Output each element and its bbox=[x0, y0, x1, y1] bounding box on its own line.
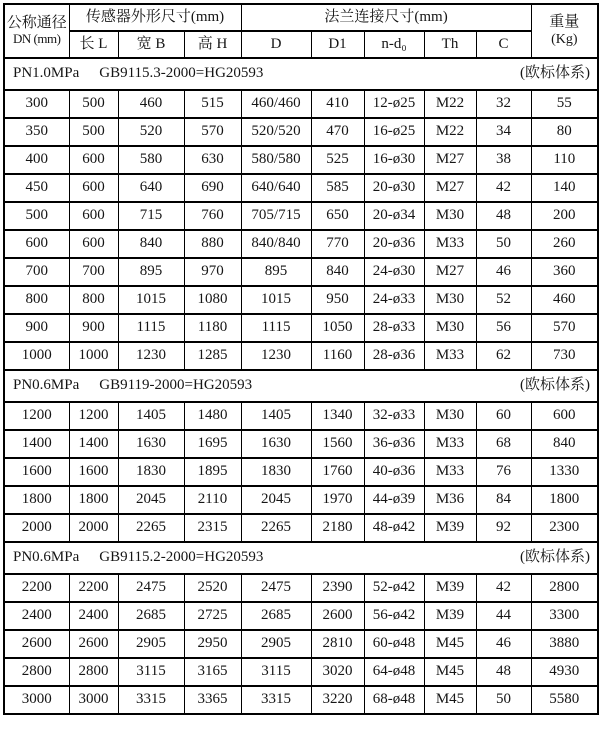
table-cell: 32-ø33 bbox=[364, 402, 424, 430]
table-row bbox=[4, 458, 598, 486]
table-row bbox=[4, 230, 598, 258]
table-cell: 1340 bbox=[311, 402, 364, 430]
table-cell: 2265 bbox=[118, 514, 184, 542]
table-cell: 1200 bbox=[69, 402, 118, 430]
table-cell: 640/640 bbox=[241, 174, 311, 202]
table-row bbox=[4, 202, 598, 230]
header-dn-unit: DN (mm) bbox=[13, 31, 61, 47]
table-cell: M45 bbox=[424, 686, 476, 714]
section-row bbox=[4, 542, 598, 574]
table-cell: 20-ø30 bbox=[364, 174, 424, 202]
table-cell: 3220 bbox=[311, 686, 364, 714]
section-cell bbox=[4, 542, 598, 574]
header-sub-col: C bbox=[476, 31, 531, 58]
table-cell: 880 bbox=[184, 230, 241, 258]
table-cell: 3315 bbox=[241, 686, 311, 714]
table-cell: 450 bbox=[4, 174, 69, 202]
table-cell: 500 bbox=[69, 118, 118, 146]
table-cell: 1230 bbox=[241, 342, 311, 370]
table-cell: 570 bbox=[184, 118, 241, 146]
table-cell: M27 bbox=[424, 258, 476, 286]
table-cell: 840 bbox=[118, 230, 184, 258]
header-row-groups bbox=[4, 4, 598, 31]
table-cell: M27 bbox=[424, 146, 476, 174]
table-cell: 1160 bbox=[311, 342, 364, 370]
table-cell: 1400 bbox=[69, 430, 118, 458]
table-cell: 715 bbox=[118, 202, 184, 230]
table-cell: 350 bbox=[4, 118, 69, 146]
table-cell: 1630 bbox=[241, 430, 311, 458]
table-row bbox=[4, 146, 598, 174]
table-cell: 515 bbox=[184, 90, 241, 118]
table-cell: 1560 bbox=[311, 430, 364, 458]
table-cell: 2600 bbox=[311, 602, 364, 630]
table-cell: 1480 bbox=[184, 402, 241, 430]
header-sub-col: D1 bbox=[311, 31, 364, 58]
table-cell: 580/580 bbox=[241, 146, 311, 174]
table-cell: 50 bbox=[476, 230, 531, 258]
table-cell: 800 bbox=[69, 286, 118, 314]
table-row bbox=[4, 630, 598, 658]
table-cell: 520 bbox=[118, 118, 184, 146]
table-cell: 42 bbox=[476, 174, 531, 202]
table-cell: 2950 bbox=[184, 630, 241, 658]
table-cell: 2905 bbox=[241, 630, 311, 658]
header-row-sub bbox=[4, 31, 598, 58]
table-cell: 1180 bbox=[184, 314, 241, 342]
header-dn-title: 公称通径 bbox=[6, 14, 67, 31]
table-cell: 840 bbox=[311, 258, 364, 286]
table-cell: 700 bbox=[4, 258, 69, 286]
table-cell: 2400 bbox=[4, 602, 69, 630]
table-cell: M27 bbox=[424, 174, 476, 202]
table-cell: 900 bbox=[69, 314, 118, 342]
table-cell: 500 bbox=[4, 202, 69, 230]
table-cell: 2600 bbox=[4, 630, 69, 658]
table-cell: 1080 bbox=[184, 286, 241, 314]
header-sub-col: D bbox=[241, 31, 311, 58]
table-cell: 650 bbox=[311, 202, 364, 230]
table-cell: 580 bbox=[118, 146, 184, 174]
table-cell: 2000 bbox=[4, 514, 69, 542]
table-row bbox=[4, 90, 598, 118]
table-row bbox=[4, 258, 598, 286]
table-cell: 640 bbox=[118, 174, 184, 202]
table-cell: 895 bbox=[241, 258, 311, 286]
table-cell: 700 bbox=[69, 258, 118, 286]
table-cell: 60-ø48 bbox=[364, 630, 424, 658]
table-cell: 2400 bbox=[69, 602, 118, 630]
table-cell: 2475 bbox=[118, 574, 184, 602]
table-cell: 20-ø34 bbox=[364, 202, 424, 230]
table-cell: 110 bbox=[531, 146, 598, 174]
table-cell: 32 bbox=[476, 90, 531, 118]
table-cell: 20-ø36 bbox=[364, 230, 424, 258]
header-sub-col: Th bbox=[424, 31, 476, 58]
table-row bbox=[4, 658, 598, 686]
table-cell: 470 bbox=[311, 118, 364, 146]
table-cell: 585 bbox=[311, 174, 364, 202]
table-cell: 600 bbox=[69, 174, 118, 202]
spec-table bbox=[3, 3, 599, 715]
section-pressure: PN1.0MPa bbox=[13, 65, 80, 82]
table-cell: 1830 bbox=[118, 458, 184, 486]
table-cell: 2180 bbox=[311, 514, 364, 542]
table-cell: M36 bbox=[424, 486, 476, 514]
table-cell: 2725 bbox=[184, 602, 241, 630]
header-sub-col: 宽 B bbox=[118, 31, 184, 58]
table-cell: 2905 bbox=[118, 630, 184, 658]
table-cell: 1115 bbox=[241, 314, 311, 342]
section-row bbox=[4, 370, 598, 402]
table-cell: 2685 bbox=[118, 602, 184, 630]
table-cell: 92 bbox=[476, 514, 531, 542]
table-cell: 895 bbox=[118, 258, 184, 286]
table-row bbox=[4, 514, 598, 542]
table-cell: 36-ø36 bbox=[364, 430, 424, 458]
table-cell: 1800 bbox=[4, 486, 69, 514]
table-cell: 2800 bbox=[4, 658, 69, 686]
table-cell: 3020 bbox=[311, 658, 364, 686]
table-cell: 3000 bbox=[69, 686, 118, 714]
table-cell: 705/715 bbox=[241, 202, 311, 230]
table-cell: 2685 bbox=[241, 602, 311, 630]
table-cell: M30 bbox=[424, 286, 476, 314]
table-cell: 630 bbox=[184, 146, 241, 174]
table-cell: 12-ø25 bbox=[364, 90, 424, 118]
table-cell: 4930 bbox=[531, 658, 598, 686]
header-dn bbox=[4, 4, 69, 58]
table-cell: 770 bbox=[311, 230, 364, 258]
table-cell: 1600 bbox=[69, 458, 118, 486]
table-cell: 1200 bbox=[4, 402, 69, 430]
table-cell: 2390 bbox=[311, 574, 364, 602]
table-cell: 460 bbox=[531, 286, 598, 314]
table-cell: 140 bbox=[531, 174, 598, 202]
table-cell: 64-ø48 bbox=[364, 658, 424, 686]
table-cell: 600 bbox=[4, 230, 69, 258]
table-cell: 44-ø39 bbox=[364, 486, 424, 514]
table-cell: 730 bbox=[531, 342, 598, 370]
table-cell: M45 bbox=[424, 630, 476, 658]
table-cell: 600 bbox=[531, 402, 598, 430]
section-standard: GB9119-2000=HG20593 bbox=[99, 377, 253, 394]
header-sub-col: 高 H bbox=[184, 31, 241, 58]
table-cell: 1830 bbox=[241, 458, 311, 486]
table-cell: 2300 bbox=[531, 514, 598, 542]
table-row bbox=[4, 118, 598, 146]
header-sub-col: n-d₀ bbox=[364, 31, 424, 58]
table-cell: 3000 bbox=[4, 686, 69, 714]
table-cell: 28-ø36 bbox=[364, 342, 424, 370]
table-cell: 600 bbox=[69, 230, 118, 258]
table-cell: 62 bbox=[476, 342, 531, 370]
table-cell: 950 bbox=[311, 286, 364, 314]
table-cell: M30 bbox=[424, 314, 476, 342]
table-cell: 600 bbox=[69, 146, 118, 174]
table-cell: M22 bbox=[424, 118, 476, 146]
table-cell: 2200 bbox=[69, 574, 118, 602]
table-cell: M33 bbox=[424, 430, 476, 458]
table-cell: 2810 bbox=[311, 630, 364, 658]
header-weight-unit: (Kg) bbox=[551, 31, 578, 47]
section-pressure: PN0.6MPa bbox=[13, 549, 80, 566]
table-cell: 44 bbox=[476, 602, 531, 630]
table-cell: 56 bbox=[476, 314, 531, 342]
table-cell: 1230 bbox=[118, 342, 184, 370]
table-cell: M39 bbox=[424, 574, 476, 602]
table-cell: 300 bbox=[4, 90, 69, 118]
table-cell: 360 bbox=[531, 258, 598, 286]
table-cell: 2200 bbox=[4, 574, 69, 602]
table-cell: 1000 bbox=[69, 342, 118, 370]
table-row bbox=[4, 686, 598, 714]
table-cell: 38 bbox=[476, 146, 531, 174]
table-cell: 840 bbox=[531, 430, 598, 458]
table-cell: 1405 bbox=[241, 402, 311, 430]
section-standard: GB9115.2-2000=HG20593 bbox=[99, 549, 264, 566]
section-cell bbox=[4, 58, 598, 90]
table-cell: 260 bbox=[531, 230, 598, 258]
table-cell: M30 bbox=[424, 202, 476, 230]
table-cell: 68 bbox=[476, 430, 531, 458]
table-cell: 46 bbox=[476, 258, 531, 286]
table-cell: 60 bbox=[476, 402, 531, 430]
table-cell: 1895 bbox=[184, 458, 241, 486]
table-row bbox=[4, 342, 598, 370]
table-cell: 3165 bbox=[184, 658, 241, 686]
table-cell: 2000 bbox=[69, 514, 118, 542]
table-cell: 3315 bbox=[118, 686, 184, 714]
table-cell: 1760 bbox=[311, 458, 364, 486]
table-cell: 48 bbox=[476, 202, 531, 230]
table-row bbox=[4, 174, 598, 202]
table-cell: 3115 bbox=[118, 658, 184, 686]
table-cell: 3300 bbox=[531, 602, 598, 630]
table-cell: 80 bbox=[531, 118, 598, 146]
table-cell: 52 bbox=[476, 286, 531, 314]
table-cell: 2520 bbox=[184, 574, 241, 602]
table-cell: M33 bbox=[424, 458, 476, 486]
header-sub-col: 长 L bbox=[69, 31, 118, 58]
table-cell: 1000 bbox=[4, 342, 69, 370]
table-cell: 690 bbox=[184, 174, 241, 202]
table-cell: 76 bbox=[476, 458, 531, 486]
table-cell: 42 bbox=[476, 574, 531, 602]
table-cell: 525 bbox=[311, 146, 364, 174]
table-cell: 760 bbox=[184, 202, 241, 230]
table-row bbox=[4, 430, 598, 458]
table-row bbox=[4, 602, 598, 630]
table-cell: 570 bbox=[531, 314, 598, 342]
table-cell: 1285 bbox=[184, 342, 241, 370]
table-row bbox=[4, 314, 598, 342]
table-cell: 55 bbox=[531, 90, 598, 118]
table-cell: 2800 bbox=[69, 658, 118, 686]
table-cell: 34 bbox=[476, 118, 531, 146]
table-cell: 2045 bbox=[118, 486, 184, 514]
section-note: (欧标体系) bbox=[520, 377, 591, 394]
table-cell: 1015 bbox=[241, 286, 311, 314]
table-cell: M45 bbox=[424, 658, 476, 686]
table-cell: 46 bbox=[476, 630, 531, 658]
table-row bbox=[4, 402, 598, 430]
table-cell: 2475 bbox=[241, 574, 311, 602]
table-cell: M39 bbox=[424, 602, 476, 630]
table-cell: 500 bbox=[69, 90, 118, 118]
table-cell: M33 bbox=[424, 342, 476, 370]
table-cell: 840/840 bbox=[241, 230, 311, 258]
table-cell: 56-ø42 bbox=[364, 602, 424, 630]
table-cell: 200 bbox=[531, 202, 598, 230]
table-cell: 1115 bbox=[118, 314, 184, 342]
table-cell: M22 bbox=[424, 90, 476, 118]
table-cell: 1630 bbox=[118, 430, 184, 458]
table-cell: 400 bbox=[4, 146, 69, 174]
table-cell: 1800 bbox=[69, 486, 118, 514]
table-cell: 520/520 bbox=[241, 118, 311, 146]
table-cell: M39 bbox=[424, 514, 476, 542]
table-cell: 1405 bbox=[118, 402, 184, 430]
header-sensor-group: 传感器外形尺寸(mm) bbox=[69, 4, 241, 31]
section-note: (欧标体系) bbox=[520, 65, 591, 82]
table-cell: M33 bbox=[424, 230, 476, 258]
table-cell: 40-ø36 bbox=[364, 458, 424, 486]
table-cell: 50 bbox=[476, 686, 531, 714]
table-cell: 900 bbox=[4, 314, 69, 342]
table-cell: M30 bbox=[424, 402, 476, 430]
table-cell: 24-ø33 bbox=[364, 286, 424, 314]
table-cell: 1800 bbox=[531, 486, 598, 514]
table-cell: 1695 bbox=[184, 430, 241, 458]
table-cell: 1600 bbox=[4, 458, 69, 486]
table-cell: 2045 bbox=[241, 486, 311, 514]
section-cell bbox=[4, 370, 598, 402]
section-note: (欧标体系) bbox=[520, 549, 591, 566]
table-cell: 410 bbox=[311, 90, 364, 118]
table-row bbox=[4, 286, 598, 314]
table-cell: 48 bbox=[476, 658, 531, 686]
table-cell: 5580 bbox=[531, 686, 598, 714]
table-cell: 3115 bbox=[241, 658, 311, 686]
table-cell: 2265 bbox=[241, 514, 311, 542]
table-cell: 460/460 bbox=[241, 90, 311, 118]
table-cell: 48-ø42 bbox=[364, 514, 424, 542]
table-cell: 24-ø30 bbox=[364, 258, 424, 286]
table-cell: 970 bbox=[184, 258, 241, 286]
table-cell: 600 bbox=[69, 202, 118, 230]
table-cell: 2800 bbox=[531, 574, 598, 602]
section-pressure: PN0.6MPa bbox=[13, 377, 80, 394]
table-cell: 1050 bbox=[311, 314, 364, 342]
table-cell: 2600 bbox=[69, 630, 118, 658]
table-cell: 16-ø30 bbox=[364, 146, 424, 174]
table-cell: 3365 bbox=[184, 686, 241, 714]
table-row bbox=[4, 486, 598, 514]
table-row bbox=[4, 574, 598, 602]
table-cell: 16-ø25 bbox=[364, 118, 424, 146]
table-cell: 52-ø42 bbox=[364, 574, 424, 602]
table-cell: 1400 bbox=[4, 430, 69, 458]
section-standard: GB9115.3-2000=HG20593 bbox=[99, 65, 264, 82]
table-cell: 460 bbox=[118, 90, 184, 118]
header-weight-title: 重量 bbox=[549, 14, 580, 31]
table-cell: 3880 bbox=[531, 630, 598, 658]
header-flange-group: 法兰连接尺寸(mm) bbox=[241, 4, 531, 31]
table-cell: 28-ø33 bbox=[364, 314, 424, 342]
header-weight bbox=[531, 4, 598, 58]
table-cell: 84 bbox=[476, 486, 531, 514]
table-cell: 1330 bbox=[531, 458, 598, 486]
table-cell: 68-ø48 bbox=[364, 686, 424, 714]
table-cell: 1970 bbox=[311, 486, 364, 514]
table-cell: 1015 bbox=[118, 286, 184, 314]
section-row bbox=[4, 58, 598, 90]
table-cell: 2110 bbox=[184, 486, 241, 514]
table-cell: 800 bbox=[4, 286, 69, 314]
table-cell: 2315 bbox=[184, 514, 241, 542]
